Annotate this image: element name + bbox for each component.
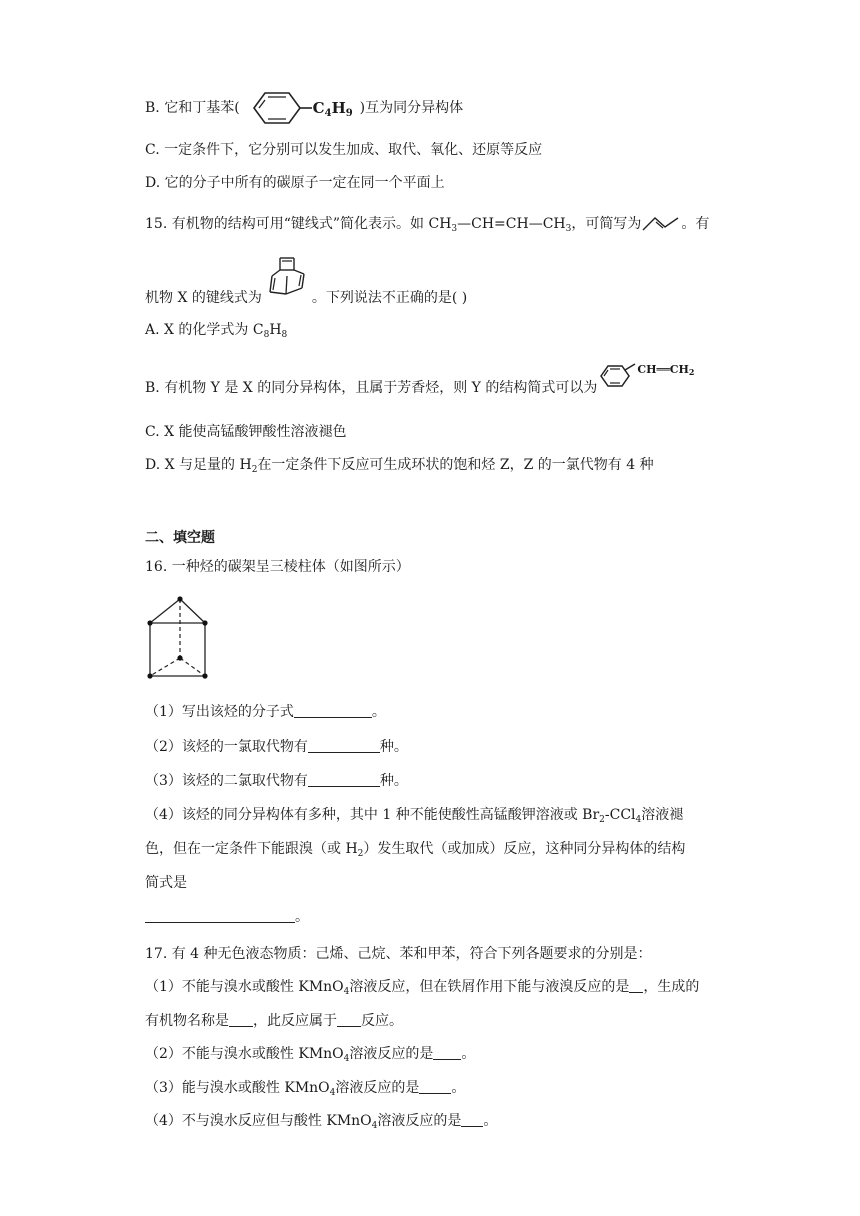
answer-blank[interactable] (629, 978, 643, 993)
styrene-label: CH══CH (637, 363, 689, 376)
q15-stem-a: 15. 有机物的结构可用“键线式”简化表示。如 CH (145, 216, 452, 232)
sub-2: 2 (357, 849, 364, 859)
q16-sub4-c: 溶液褪 (641, 807, 684, 823)
q17-sub1-b: 溶液反应，但在铁屑作用下能与液溴反应的是 (349, 979, 630, 995)
sub-4: 4 (635, 815, 642, 825)
sub-4: 4 (329, 1088, 336, 1098)
q14-option-d: D. 它的分子中所有的碳原子一定在同一个平面上 (145, 175, 445, 191)
q16-sub3 (145, 771, 408, 791)
sub-4: 4 (371, 1121, 378, 1131)
q14-option-c: C. 一定条件下，它分别可以发生加成、取代、氧化、还原等反应 (145, 142, 543, 158)
q15-option-b-text: B. 有机物 Y 是 X 的同分异构体，且属于芳香烃，则 Y 的结构简式可以为 (145, 380, 598, 396)
q15-stem-line2 (145, 270, 467, 310)
q16-sub4-l2-a: 色，但在一定条件下能跟溴（或 H (145, 841, 358, 857)
q14-option-b-tail: )互为同分异构体 (359, 100, 464, 116)
q15-option-d (145, 455, 654, 475)
sub-2: 2 (688, 367, 695, 377)
sub-4: 4 (343, 1054, 350, 1064)
q17-sub1-line1 (145, 977, 699, 997)
butylbenzene-structure (240, 89, 360, 127)
q17-sub4 (145, 1111, 497, 1131)
q17-sub2 (145, 1044, 475, 1064)
q14-option-b (145, 89, 463, 127)
answer-blank[interactable] (145, 908, 295, 923)
q15-option-a-text: A. X 的化学式为 C (145, 322, 264, 338)
compound-x-structure-icon (262, 270, 312, 310)
q17-sub3-b: 溶液反应的是 (335, 1080, 420, 1096)
q16-sub3-end: 种。 (379, 773, 408, 789)
q14-option-b-text: B. 它和丁基苯( (145, 100, 240, 116)
answer-blank[interactable] (308, 738, 380, 753)
q16-sub4-line3: 简式是 (145, 875, 187, 891)
butene-skeletal-icon (641, 214, 681, 234)
q16-sub1-end: 。 (371, 704, 386, 720)
q15-stem-line1 (145, 214, 709, 234)
q17-stem: 17. 有 4 种无色液态物质：己烯、己烷、苯和甲苯，符合下列各题要求的分别是： (145, 946, 652, 962)
answer-blank[interactable] (461, 1112, 483, 1127)
q15-stem2-a: 机物 X 的键线式为 (145, 290, 262, 306)
q17-sub4-c: 。 (483, 1113, 498, 1129)
c4h9-c: C (312, 99, 325, 117)
q16-sub2-end: 种。 (379, 739, 408, 755)
q17-sub4-a: （4）不与溴水反应但与酸性 KMnO (145, 1113, 372, 1129)
q16-stem: 16. 一种烃的碳架呈三棱柱体（如图所示） (145, 559, 410, 575)
q16-sub4-end: 。 (295, 909, 309, 925)
q17-sub3 (145, 1078, 465, 1098)
q17-sub1-a: （1）不能与溴水或酸性 KMnO (145, 979, 344, 995)
answer-blank[interactable] (308, 772, 380, 787)
sub-3: 3 (565, 224, 572, 234)
q15-option-d-b: 在一定条件下反应可生成环状的饱和烃 Z，Z 的一氯代物有 4 种 (257, 457, 654, 473)
answer-blank[interactable] (337, 1012, 361, 1027)
q16-sub4-l2-b: ）发生取代（或加成）反应，这种同分异构体的结构 (363, 841, 686, 857)
answer-blank[interactable] (433, 1045, 461, 1060)
q17-sub1-l2-c: 反应。 (361, 1013, 403, 1029)
q15-option-c: C. X 能使高锰酸钾酸性溶液褪色 (145, 424, 347, 440)
q17-sub1-c: ，生成的 (643, 979, 700, 995)
answer-blank[interactable] (229, 1012, 253, 1027)
q16-sub2-text: （2）该烃的一氯取代物有 (145, 739, 308, 755)
q17-sub1-line2 (145, 1011, 403, 1031)
q17-sub2-a: （2）不能与溴水或酸性 KMnO (145, 1046, 344, 1062)
sub-3: 3 (451, 224, 458, 234)
q17-sub1-l2-a: 有机物名称是 (145, 1013, 229, 1029)
q17-sub3-a: （3）能与溴水或酸性 KMnO (145, 1080, 330, 1096)
q15-stem-b: —CH=CH—CH (457, 216, 566, 232)
h-letter: H (269, 322, 282, 338)
styrene-structure (597, 363, 697, 396)
sub-2: 2 (599, 815, 605, 825)
q15-option-b (145, 363, 697, 398)
q15-stem-d: 。有 (681, 216, 710, 232)
section-heading: 二、填空题 (145, 530, 215, 546)
q17-sub2-b: 溶液反应的是 (349, 1046, 434, 1062)
q16-sub1 (145, 702, 386, 722)
q17-sub2-c: 。 (461, 1046, 476, 1062)
q16-sub1-text: （1）写出该烃的分子式 (145, 704, 294, 720)
q15-option-d-a: D. X 与足量的 H (145, 457, 252, 473)
triangular-prism-figure (145, 592, 215, 688)
sub-8: 8 (281, 330, 288, 340)
answer-blank[interactable] (419, 1079, 451, 1094)
sub-4: 4 (343, 987, 350, 997)
q15-stem-c: ，可简写为 (571, 216, 642, 232)
q16-sub4-answer (145, 907, 309, 927)
q16-sub2 (145, 737, 408, 757)
q16-sub4-line2 (145, 839, 685, 859)
sub-8: 8 (263, 330, 270, 340)
c4h9-n2: 9 (345, 108, 353, 119)
q16-sub4-line1 (145, 805, 683, 825)
q17-sub4-b: 溶液反应的是 (377, 1113, 462, 1129)
c4h9-n1: 4 (324, 108, 332, 119)
q15-option-a (145, 320, 287, 340)
q17-sub3-c: 。 (451, 1080, 466, 1096)
q17-sub1-l2-b: ，此反应属于 (253, 1013, 337, 1029)
q15-stem2-b: 。下列说法不正确的是( ) (311, 290, 468, 306)
q16-sub4-b: -CCl (604, 807, 636, 823)
c4h9-h: H (331, 99, 346, 117)
answer-blank[interactable] (294, 703, 372, 718)
sub-2: 2 (251, 465, 258, 475)
q16-sub3-text: （3）该烃的二氯取代物有 (145, 773, 308, 789)
q16-sub4-a: （4）该烃的同分异构体有多种，其中 1 种不能使酸性高锰酸钾溶液或 Br (145, 807, 600, 823)
